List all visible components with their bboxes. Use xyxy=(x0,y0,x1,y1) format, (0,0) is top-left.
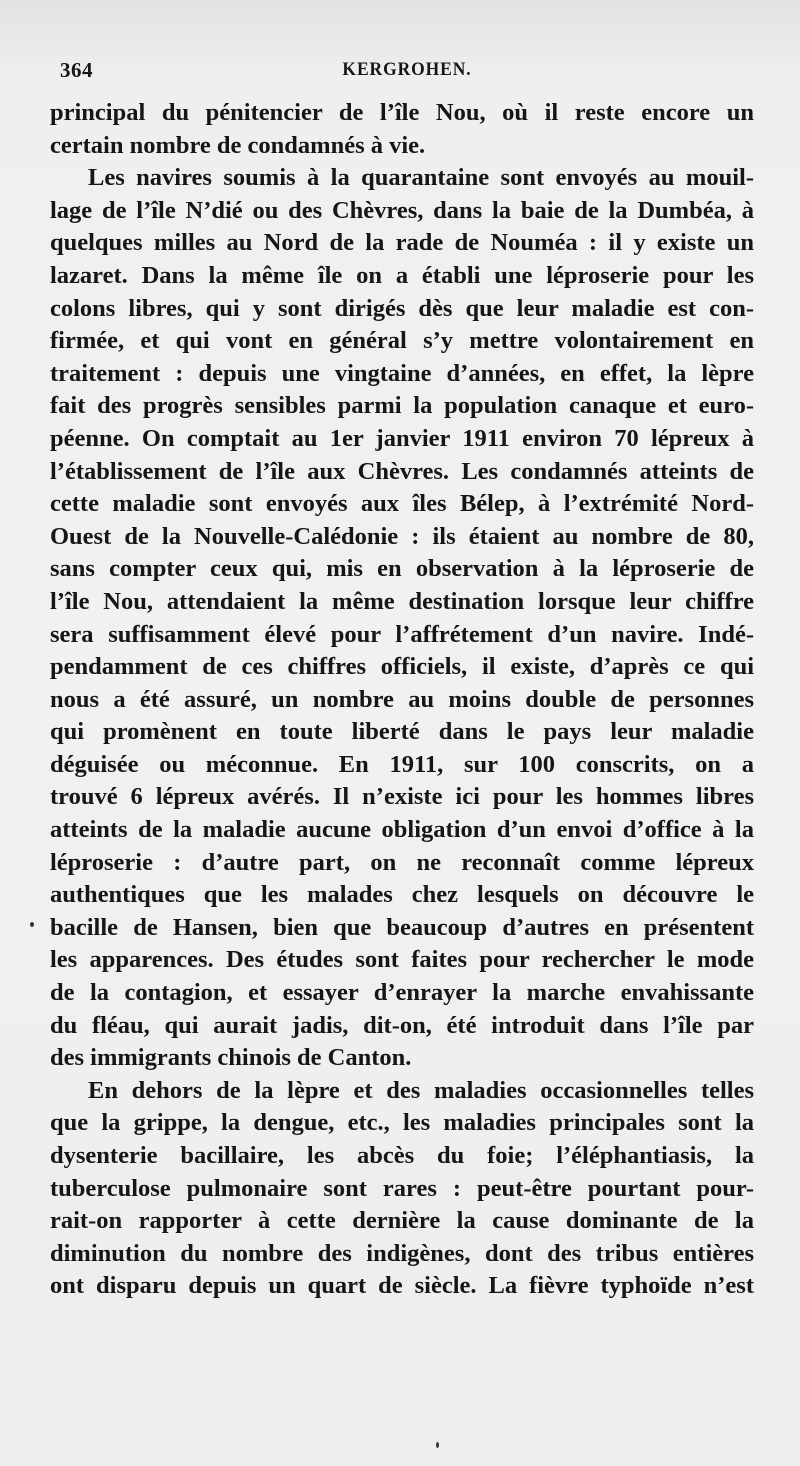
text-line: quelques milles au Nord de la rade de Nouméa : il y existe un xyxy=(50,229,754,257)
text-line: colons libres, qui y sont dirigés dès que leur maladie est con- xyxy=(50,294,754,322)
text-line: pendamment de ces chiffres officiels, il existe, d’après ce qui xyxy=(50,653,754,681)
body-text xyxy=(50,97,754,1303)
text-line: bacille de Hansen, bien que beaucoup d’autres en présentent xyxy=(50,913,754,941)
text-line: firmée, et qui vont en général s’y mettre volontairement en xyxy=(50,327,754,355)
page-header xyxy=(60,52,754,92)
text-line: diminution du nombre des indigènes, dont des tribus entières xyxy=(50,1239,754,1267)
text-line: trouvé 6 lépreux avérés. Il n’existe ici pour les hommes libres xyxy=(50,783,754,811)
text-line: certain nombre de condamnés à vie. xyxy=(50,131,426,159)
text-line: l’établissement de l’île aux Chèvres. Les condamnés atteints de xyxy=(50,457,754,485)
text-line: l’île Nou, attendaient la même destination lorsque leur chiffre xyxy=(50,587,754,615)
text-line: traitement : depuis une vingtaine d’années, en effet, la lèpre xyxy=(50,359,754,387)
text-line: des immigrants chinois de Canton. xyxy=(50,1044,412,1072)
text-line: sans compter ceux qui, mis en observation à la léproserie de xyxy=(50,555,754,583)
text-line: fait des progrès sensibles parmi la population canaque et euro- xyxy=(50,392,754,420)
ink-speck xyxy=(436,1442,439,1448)
text-line: léproserie : d’autre part, on ne reconnaît comme lépreux xyxy=(50,848,754,876)
text-line: Les navires soumis à la quarantaine sont envoyés au mouil- xyxy=(88,164,754,192)
text-line: qui promènent en toute liberté dans le pays leur maladie xyxy=(50,718,754,746)
text-line: du fléau, qui aurait jadis, dit-on, été introduit dans l’île par xyxy=(50,1011,754,1039)
text-line: atteints de la maladie aucune obligation d’un envoi d’office à la xyxy=(50,816,754,844)
text-line: authentiques que les malades chez lesquels on découvre le xyxy=(50,881,754,909)
text-line: déguisée ou méconnue. En 1911, sur 100 conscrits, on a xyxy=(50,750,754,778)
text-line: lage de l’île N’dié ou des Chèvres, dans la baie de la Dumbéa, à xyxy=(50,196,754,224)
text-line: rait-on rapporter à cette dernière la cause dominante de la xyxy=(50,1207,754,1235)
text-line: tuberculose pulmonaire sont rares : peut-être pourtant pour- xyxy=(50,1174,754,1202)
text-line: Ouest de la Nouvelle-Calédonie : ils étaient au nombre de 80, xyxy=(50,522,754,550)
text-line: dysenterie bacillaire, les abcès du foie; l’éléphantiasis, la xyxy=(50,1142,754,1169)
text-line: cette maladie sont envoyés aux îles Bélep, à l’extrémité Nord- xyxy=(50,490,754,518)
text-line: lazaret. Dans la même île on a établi une léproserie pour les xyxy=(50,261,754,289)
text-line: nous a été assuré, un nombre au moins double de personnes xyxy=(50,685,754,713)
running-title: KERGROHEN. xyxy=(342,59,472,80)
text-line: En dehors de la lèpre et des maladies occasionnelles telles xyxy=(88,1076,754,1104)
text-line: les apparences. Des études sont faites pour rechercher le mode xyxy=(50,946,754,974)
text-line: péenne. On comptait au 1er janvier 1911 environ 70 lépreux à xyxy=(50,424,754,452)
text-line: principal du pénitencier de l’île Nou, où il reste encore un xyxy=(50,99,754,126)
text-line: de la contagion, et essayer d’enrayer la marche envahissante xyxy=(50,979,754,1007)
text-line: ont disparu depuis un quart de siècle. La fièvre typhoïde n’est xyxy=(50,1272,754,1300)
text-line: sera suffisamment élevé pour l’affrétement d’un navire. Indé- xyxy=(50,620,754,648)
page-number: 364 xyxy=(60,58,93,82)
text-line: que la grippe, la dengue, etc., les maladies principales sont la xyxy=(50,1109,754,1137)
ink-speck xyxy=(30,922,34,927)
